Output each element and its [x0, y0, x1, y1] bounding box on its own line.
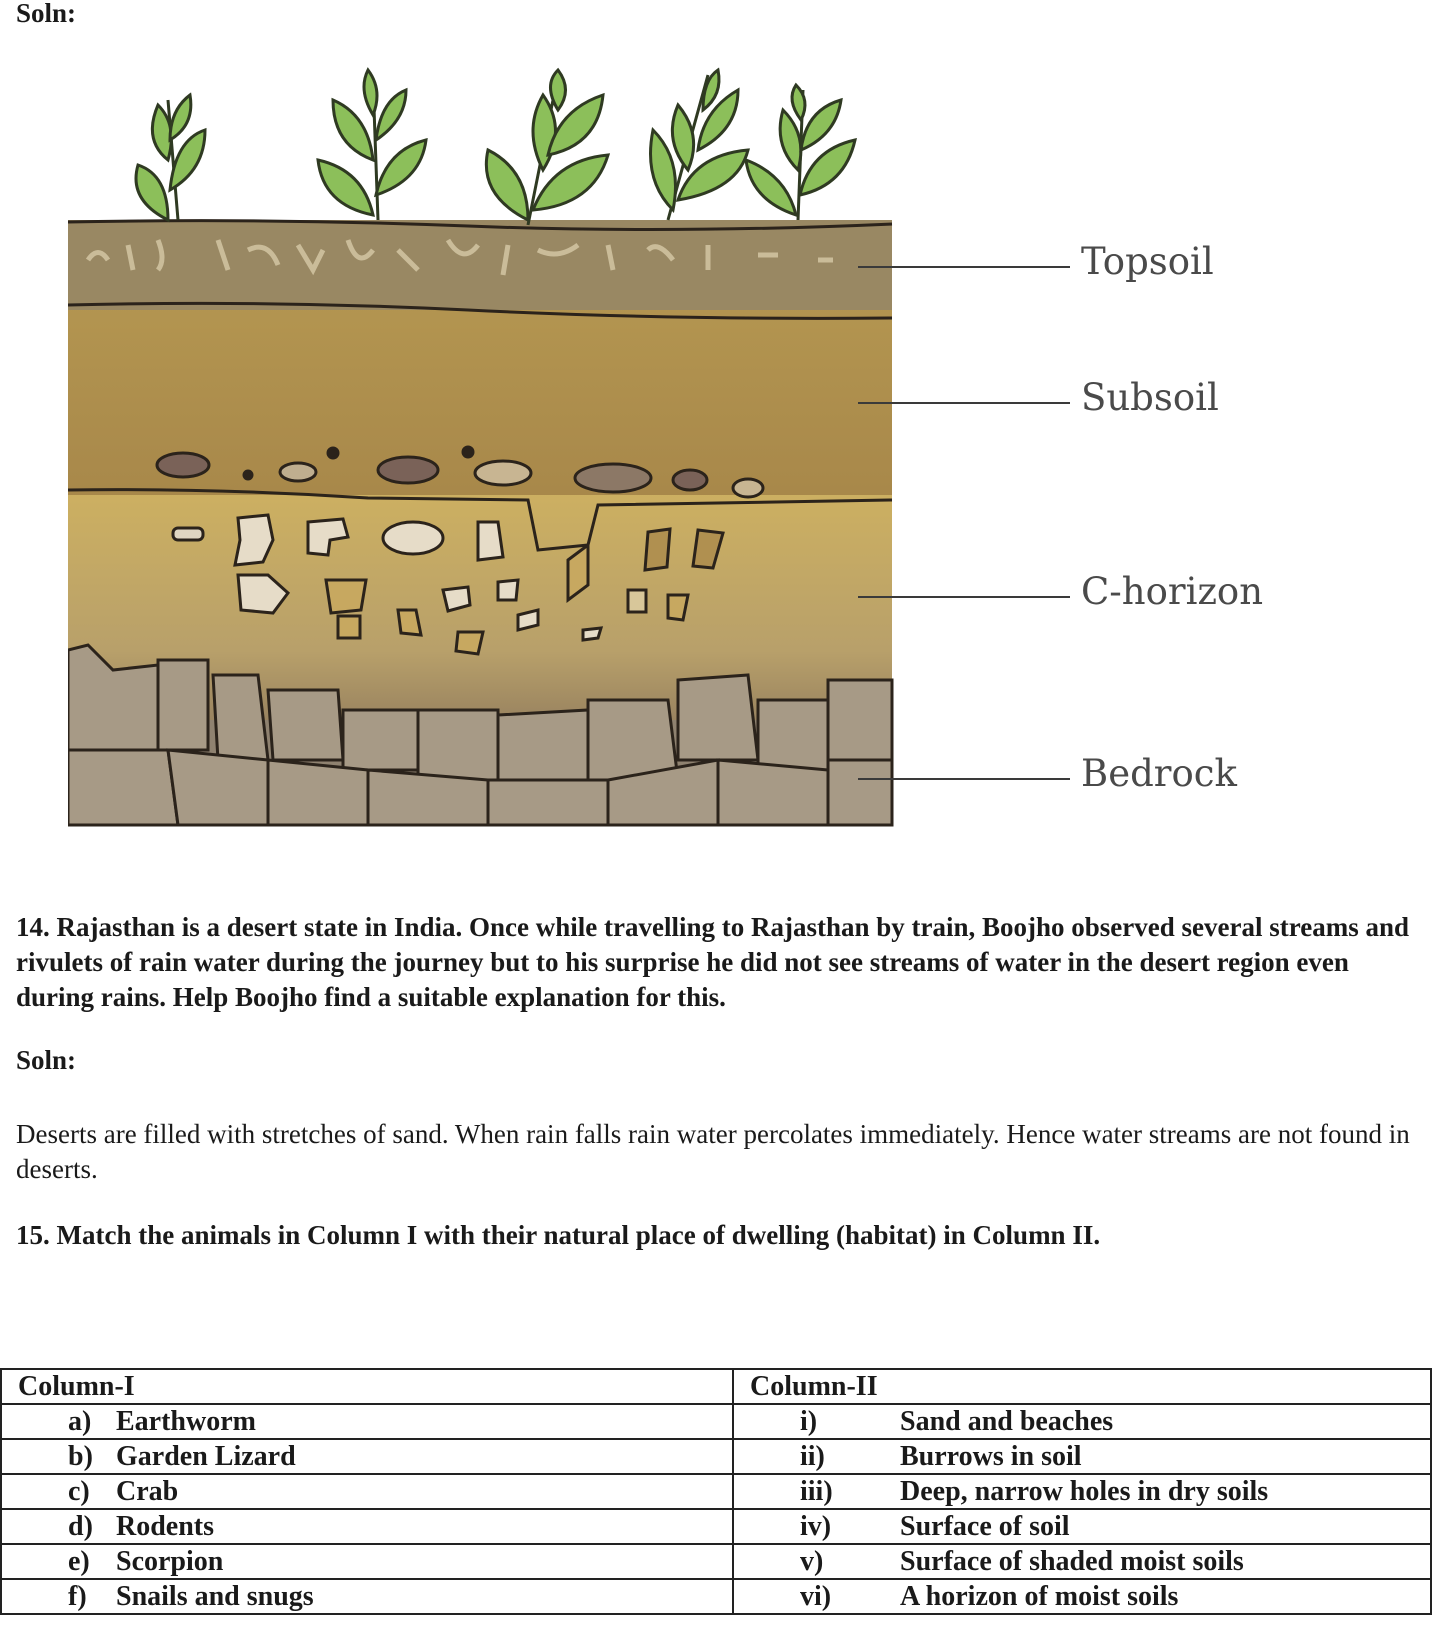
row-numeral: iii)	[800, 1475, 833, 1507]
row-letter: a)	[68, 1405, 92, 1437]
soil-profile-diagram	[68, 60, 1368, 860]
label-topsoil: Topsoil	[1081, 240, 1214, 283]
animal-name: Crab	[116, 1475, 179, 1507]
bedrock-leader-line	[858, 778, 1070, 780]
row-letter: e)	[68, 1545, 90, 1577]
table-row	[1, 1474, 1431, 1509]
habitat-name: Burrows in soil	[900, 1440, 1082, 1472]
header-column-1: Column-I	[1, 1369, 733, 1404]
table-row	[1, 1509, 1431, 1544]
row-numeral: i)	[800, 1405, 818, 1437]
label-subsoil: Subsoil	[1081, 376, 1219, 419]
row-numeral: vi)	[800, 1580, 832, 1612]
plant-4	[651, 70, 749, 220]
row-letter: d)	[68, 1510, 93, 1542]
question-14-soln-label: Soln:	[16, 1045, 77, 1075]
animal-name: Scorpion	[116, 1545, 224, 1577]
habitat-name: Surface of soil	[900, 1510, 1070, 1542]
table-row	[1, 1404, 1431, 1439]
table-row	[1, 1579, 1431, 1614]
subsoil-leader-line	[858, 402, 1070, 404]
table-row	[1, 1439, 1431, 1474]
plant-2	[318, 70, 426, 220]
row-numeral: iv)	[800, 1510, 832, 1542]
header-column-2: Column-II	[733, 1369, 1431, 1404]
animal-name: Earthworm	[116, 1405, 256, 1437]
row-letter: f)	[68, 1580, 87, 1612]
label-c-horizon: C-horizon	[1081, 570, 1264, 613]
question-15-text: 15. Match the animals in Column I with their natural place of dwelling (habitat) in Column II.	[16, 1220, 1101, 1250]
label-bedrock: Bedrock	[1081, 752, 1237, 795]
row-letter: b)	[68, 1440, 93, 1472]
c-horizon-leader-line	[858, 596, 1070, 598]
animal-name: Garden Lizard	[116, 1440, 296, 1472]
table-row	[1, 1544, 1431, 1579]
animal-name: Snails and snugs	[116, 1580, 314, 1612]
plant-3	[486, 70, 608, 225]
habitat-name: Sand and beaches	[900, 1405, 1114, 1437]
row-letter: c)	[68, 1475, 90, 1507]
habitat-name: Surface of shaded moist soils	[900, 1545, 1244, 1577]
animal-name: Rodents	[116, 1510, 215, 1542]
match-table	[0, 1368, 1432, 1615]
row-numeral: ii)	[800, 1440, 825, 1472]
plant-1	[136, 95, 205, 220]
table-header-row	[1, 1369, 1431, 1404]
question-14-text: 14. Rajasthan is a desert state in India. Once while travelling to Rajasthan by train, Boojho observed several streams and rivulets of rain water during the journey but to his surprise he did not see streams of water in the desert region even during rains. Help Boojho find a suitable explanation for this.	[16, 912, 1409, 1012]
plant-5	[746, 85, 855, 220]
soln-heading-top: Soln:	[16, 0, 77, 28]
habitat-name: Deep, narrow holes in dry soils	[900, 1475, 1269, 1507]
row-numeral: v)	[800, 1545, 824, 1577]
soil-profile-illustration	[68, 60, 1368, 860]
topsoil-leader-line	[858, 266, 1070, 268]
question-14-answer: Deserts are filled with stretches of sand. When rain falls rain water percolates immediately. Hence water streams are not found in deserts.	[16, 1119, 1410, 1184]
habitat-name: A horizon of moist soils	[900, 1580, 1179, 1612]
